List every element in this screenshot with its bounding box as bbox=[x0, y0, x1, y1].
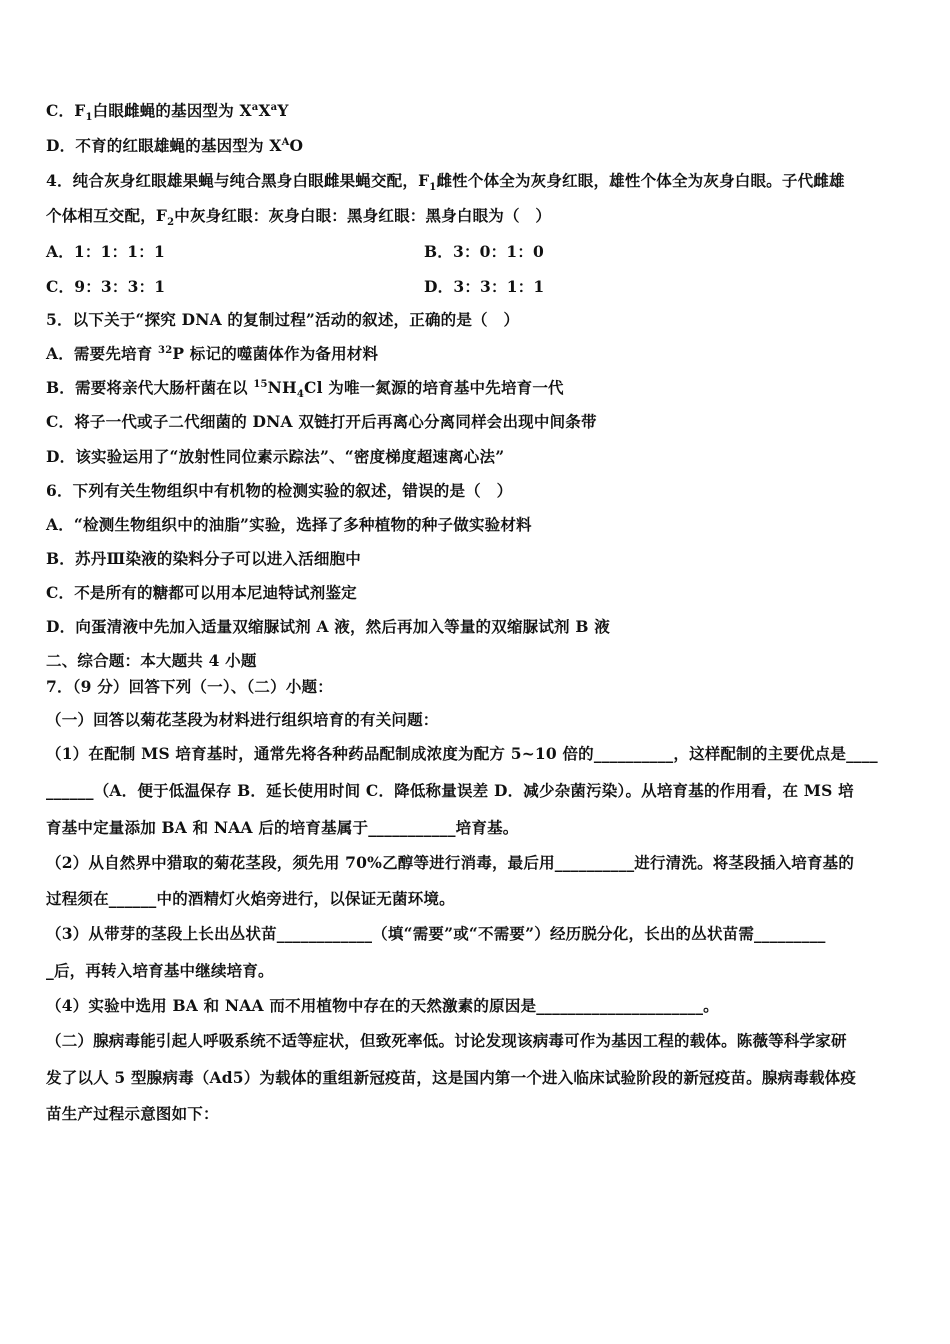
subquestion-2: （2）从自然界中猎取的菊花茎段，须先用 70%乙醇等进行消毒，最后用__________进行清洗。将茎段插入培育基的 bbox=[46, 853, 855, 872]
options-4-ab bbox=[46, 242, 904, 262]
option-6d: D．向蛋清液中先加入适量双缩脲试剂 A 液，然后再加入等量的双缩脲试剂 B 液 bbox=[46, 617, 610, 636]
subquestion-1-cont: ______（A．便于低温保存 B．延长使用时间 C．降低称量误差 D．减少杂菌污染）。从培育基的作用看，在 MS 培 bbox=[46, 781, 854, 800]
option-4c: C．9：3：3：1 bbox=[46, 277, 166, 296]
subquestion-4: （4）实验中选用 BA 和 NAA 而不用植物中存在的天然激素的原因是_____________________。 bbox=[46, 996, 719, 1015]
subquestion-3: （3）从带芽的茎段上长出丛状苗____________（填“需要”或“不需要”）经历脱分化，长出的丛状苗需_________ bbox=[46, 924, 826, 943]
option-4a: A．1：1：1：1 bbox=[46, 242, 165, 261]
question-5-stem: 5．以下关于“探究 DNA 的复制过程”活动的叙述，正确的是（ ） bbox=[46, 310, 520, 329]
option-6b: B．苏丹Ⅲ染液的染料分子可以进入活细胞中 bbox=[46, 549, 361, 568]
option-5d: D．该实验运用了“放射性同位素示踪法”、“密度梯度超速离心法” bbox=[46, 447, 505, 466]
question-4-stem-cont: 个体相互交配，$F_2$中灰身红眼：灰身白眼：黑身红眼：黑身白眼为（ ） bbox=[46, 206, 552, 229]
option-5c: C．将子一代或子二代细菌的 DNA 双链打开后再离心分离同样会出现中间条带 bbox=[46, 412, 597, 431]
option-5b: B．需要将亲代大肠杆菌在以 $^{15}NH_4Cl$ 为唯一氮源的培育基中先培育一代 bbox=[46, 378, 564, 401]
part-2-intro-end: 苗生产过程示意图如下： bbox=[46, 1104, 219, 1123]
part-2-intro-cont: 发了以人 5 型腺病毒（Ad5）为载体的重组新冠疫苗，这是国内第一个进入临床试验阶段的新冠疫苗。腺病毒载体疫 bbox=[46, 1068, 857, 1087]
question-7-stem: 7．（9 分）回答下列（一）、（二）小题： bbox=[46, 677, 333, 696]
question-4-stem: 4．纯合灰身红眼雄果蝇与纯合黑身白眼雌果蝇交配，$F_1$雌性个体全为灰身红眼，雄性个体全为灰身白眼。子代雌雄 bbox=[46, 171, 845, 194]
option-3d: D．不育的红眼雄蝇的基因型为 $X^AO$ bbox=[46, 136, 304, 155]
part-2-intro: （二）腺病毒能引起人呼吸系统不适等症状，但致死率低。讨论发现该病毒可作为基因工程的载体。陈薇等科学家研 bbox=[46, 1031, 847, 1050]
option-5a: A．需要先培育 $^{32}$P 标记的噬菌体作为备用材料 bbox=[46, 344, 379, 363]
subquestion-3-end: _后，再转入培育基中继续培育。 bbox=[46, 961, 274, 980]
part-1-intro: （一）回答以菊花茎段为材料进行组织培育的有关问题： bbox=[46, 710, 439, 729]
question-6-stem: 6．下列有关生物组织中有机物的检测实验的叙述，错误的是（ ） bbox=[46, 481, 513, 500]
option-4b: B．3：0：1：0 bbox=[424, 242, 545, 261]
section-heading: 二、综合题：本大题共 4 小题 bbox=[46, 651, 257, 670]
option-6c: C．不是所有的糖都可以用本尼迪特试剂鉴定 bbox=[46, 583, 357, 602]
subquestion-2-end: 过程须在______中的酒精灯火焰旁进行，以保证无菌环境。 bbox=[46, 889, 455, 908]
option-6a: A．“检测生物组织中的油脂”实验，选择了多种植物的种子做实验材料 bbox=[46, 515, 532, 534]
subquestion-1: （1）在配制 MS 培育基时，通常先将各种药品配制成浓度为配方 5~10 倍的__________，这样配制的主要优点是____ bbox=[46, 744, 878, 763]
option-4d: D．3：3：1：1 bbox=[424, 277, 545, 296]
subquestion-1-end: 育基中定量添加 BA 和 NAA 后的培育基属于___________培育基。 bbox=[46, 818, 519, 837]
option-3c: C．$F_1$白眼雌蝇的基因型为 $X^aX^aY$ bbox=[46, 101, 289, 124]
options-4-cd bbox=[46, 277, 904, 297]
